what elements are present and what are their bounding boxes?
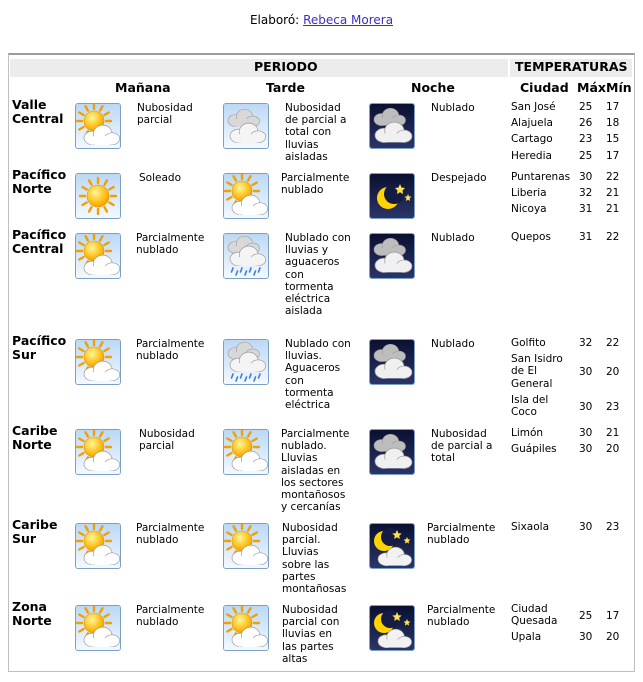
city-max-temp: 30: [579, 171, 593, 183]
city-name: Liberia: [511, 187, 547, 200]
city-max-temp: 31: [579, 231, 593, 243]
tarde-description: Nubosidad parcial. Lluvias sobre las partes montañosas: [282, 522, 347, 596]
region-name: Caribe Norte: [12, 423, 58, 452]
city-name: Upala: [511, 631, 542, 644]
city-name: Nicoya: [511, 203, 547, 216]
header-manana: Mañana: [115, 80, 171, 95]
city-max-temp: 23: [579, 133, 593, 146]
noche-description: Nubosidad de parcial a total: [431, 428, 493, 465]
tarde-description: Nublado con lluvias y aguaceros con tormenta eléctrica aislada: [285, 232, 351, 318]
city-min-temp: 22: [606, 337, 620, 349]
noche-description: Nublado: [431, 338, 475, 350]
header-periodo: PERIODO: [254, 59, 318, 74]
city-min-temp: 17: [606, 101, 620, 113]
partly-cloudy-icon: [75, 523, 121, 569]
city-min-temp: 21: [606, 203, 620, 216]
region-name: Pacífico Central: [12, 227, 67, 256]
city-max-temp: 32: [579, 337, 593, 349]
noche-description: Parcialmente nublado: [427, 604, 496, 629]
noche-description: Despejado: [431, 172, 487, 184]
partly-cloudy-icon: [75, 605, 121, 651]
tarde-description: Nubosidad parcial con lluvias en las partes altas: [282, 604, 340, 665]
partly-cloudy-icon: [223, 429, 269, 475]
city-min-temp: 22: [606, 171, 620, 183]
tarde-description: Nublado con lluvias. Aguaceros con tormenta eléctrica: [285, 338, 351, 412]
manana-description: Parcialmente nublado: [136, 522, 205, 547]
tarde-description: Parcialmente nublado. Lluvias aisladas en los sectores montañosos y cercanías: [281, 428, 350, 514]
city-name: San José: [511, 101, 556, 113]
city-min-temp: 20: [606, 631, 620, 644]
header-tarde: Tarde: [266, 80, 305, 95]
author-link[interactable]: Rebeca Morera: [303, 13, 394, 27]
city-max-temp: 25: [579, 610, 593, 622]
city-name: Heredia: [511, 149, 552, 162]
partly-cloudy-icon: [223, 173, 269, 219]
partly-cloudy-icon: [223, 605, 269, 651]
city-max-temp: 30: [579, 366, 593, 379]
rain-icon: [223, 233, 269, 279]
noche-description: Parcialmente nublado: [427, 522, 496, 547]
manana-description: Soleado: [139, 172, 181, 184]
night-cloudy-icon: [369, 339, 415, 385]
partly-cloudy-icon: [223, 523, 269, 569]
header-temperaturas: TEMPERATURAS: [515, 59, 628, 74]
city-max-temp: 25: [579, 149, 593, 162]
night-cloudy-icon: [369, 429, 415, 475]
city-max-temp: 30: [579, 400, 593, 413]
city-name: Cartago: [511, 133, 553, 146]
partly-cloudy-icon: [75, 233, 121, 279]
credit-label: Elaboró:: [249, 13, 300, 27]
manana-description: Parcialmente nublado: [136, 604, 205, 629]
header-noche: Noche: [411, 80, 455, 95]
city-max-temp: 26: [579, 117, 593, 130]
city-name: Quepos: [511, 231, 551, 243]
manana-description: Nubosidad parcial: [139, 428, 195, 453]
city-min-temp: 21: [606, 427, 620, 439]
city-name: Guápiles: [511, 443, 557, 456]
noche-description: Nublado: [431, 102, 475, 114]
tarde-description: Nubosidad de parcial a total con lluvias aisladas: [285, 102, 347, 163]
city-max-temp: 30: [579, 443, 593, 456]
city-min-temp: 20: [606, 443, 620, 456]
city-name: Sixaola: [511, 521, 550, 533]
city-name: Isla del Coco: [511, 393, 549, 418]
city-name: Limón: [511, 427, 544, 439]
region-name: Pacífico Norte: [12, 167, 67, 196]
forecast-table: [8, 53, 635, 672]
region-name: Pacífico Sur: [12, 333, 67, 362]
city-name: Alajuela: [511, 117, 553, 130]
city-min-temp: 17: [606, 610, 620, 622]
city-name: San Isidro de El General: [511, 353, 563, 390]
manana-description: Parcialmente nublado: [136, 338, 205, 363]
credit-line: [0, 13, 643, 27]
partly-cloudy-icon: [75, 339, 121, 385]
sunny-icon: [75, 173, 121, 219]
city-max-temp: 25: [579, 101, 593, 113]
manana-description: Parcialmente nublado: [136, 232, 205, 257]
night-partly-cloudy-icon: [369, 523, 415, 569]
region-name: Zona Norte: [12, 599, 52, 628]
partly-cloudy-icon: [75, 103, 121, 149]
city-max-temp: 32: [579, 187, 593, 200]
city-min-temp: 21: [606, 187, 620, 200]
header-max: Máx: [577, 80, 606, 95]
city-min-temp: 20: [606, 366, 620, 379]
night-partly-cloudy-icon: [369, 605, 415, 651]
city-name: Golfito: [511, 337, 546, 349]
region-name: Valle Central: [12, 97, 64, 126]
city-max-temp: 30: [579, 427, 593, 439]
city-min-temp: 23: [606, 521, 620, 533]
header-min: Mín: [606, 80, 632, 95]
city-min-temp: 18: [606, 117, 620, 130]
noche-description: Nublado: [431, 232, 475, 244]
header-ciudad: Ciudad: [520, 80, 569, 95]
tarde-description: Parcialmente nublado: [281, 172, 350, 197]
city-min-temp: 15: [606, 133, 620, 146]
city-min-temp: 22: [606, 231, 620, 243]
city-min-temp: 17: [606, 149, 620, 162]
manana-description: Nubosidad parcial: [137, 102, 193, 127]
city-name: Puntarenas: [511, 171, 571, 183]
city-max-temp: 30: [579, 521, 593, 533]
city-min-temp: 23: [606, 400, 620, 413]
cloudy-icon: [223, 103, 269, 149]
city-max-temp: 31: [579, 203, 593, 216]
night-cloudy-icon: [369, 233, 415, 279]
partly-cloudy-icon: [75, 429, 121, 475]
region-name: Caribe Sur: [12, 517, 58, 546]
night-cloudy-icon: [369, 103, 415, 149]
city-name: Ciudad Quesada: [511, 603, 558, 628]
rain-icon: [223, 339, 269, 385]
clear-night-icon: [369, 173, 415, 219]
city-max-temp: 30: [579, 631, 593, 644]
